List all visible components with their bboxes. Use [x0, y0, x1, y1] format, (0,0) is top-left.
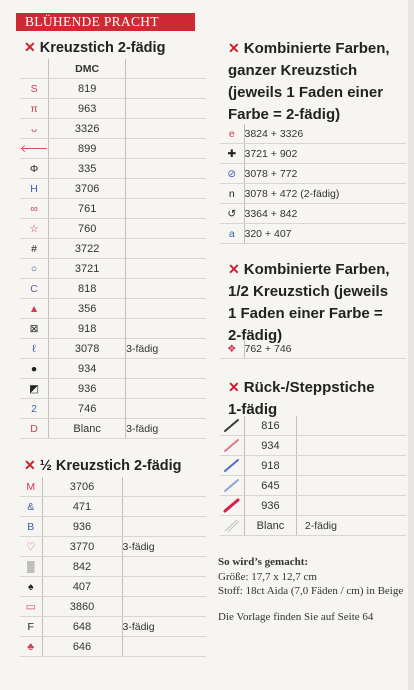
strand-note: [126, 379, 206, 399]
backstitch-table: [220, 416, 406, 536]
kreuzstich-heading: [24, 37, 165, 58]
stitch-symbol: D: [20, 419, 49, 439]
dmc-number: Blanc: [245, 516, 297, 536]
halfstitch-title: ½ Kreuzstich 2-fädig: [39, 458, 182, 474]
dmc-number: 407: [42, 577, 122, 597]
table-row: [20, 259, 206, 279]
color-combination: 762 + 746: [244, 339, 406, 359]
stitch-symbol: ●: [20, 359, 49, 379]
strand-note: [126, 199, 206, 219]
dmc-number: 842: [42, 557, 122, 577]
table-row: [220, 124, 406, 144]
strand-note: [126, 159, 206, 179]
dmc-number: 3326: [49, 119, 126, 139]
dmc-number: 3706: [42, 477, 122, 497]
stitch-symbol: H: [20, 179, 49, 199]
table-row: [20, 477, 206, 497]
color-combination: 3721 + 902: [244, 144, 406, 164]
stitch-symbol: ↺: [220, 204, 244, 224]
stitch-symbol: 2: [20, 399, 49, 419]
table-row: [220, 339, 406, 359]
backstitch-line-icon: [220, 416, 245, 436]
backstitch-heading: [228, 376, 406, 421]
stitch-symbol: n: [220, 184, 244, 204]
dmc-number: 936: [42, 517, 122, 537]
table-row: [20, 99, 206, 119]
dmc-number: 963: [49, 99, 126, 119]
cross-stitch-icon: ✕: [228, 379, 240, 395]
strand-note: [296, 496, 406, 516]
strand-note: [126, 119, 206, 139]
cross-stitch-icon: ✕: [228, 261, 240, 277]
dmc-number: 899: [49, 139, 126, 159]
stitch-symbol: ☆: [20, 219, 49, 239]
table-row: [20, 79, 206, 99]
stitch-symbol: Φ: [20, 159, 49, 179]
kreuzstich-title: Kreuzstich 2-fädig: [39, 40, 166, 56]
table-row: [20, 239, 206, 259]
table-row: [20, 279, 206, 299]
dmc-number: 819: [49, 79, 126, 99]
dmc-number: Blanc: [49, 419, 126, 439]
strand-note: [126, 259, 206, 279]
color-combination: 3078 + 472 (2-fädig): [244, 184, 406, 204]
stitch-symbol: #: [20, 239, 49, 259]
strand-note: [122, 517, 206, 537]
stitch-symbol: M: [20, 477, 42, 497]
stitch-symbol: 🡐: [20, 139, 49, 159]
strand-note: [122, 577, 206, 597]
table-row: [20, 299, 206, 319]
combined-full-title-line-1: Kombinierte Farben,: [243, 40, 390, 57]
pattern-page-reference: Die Vorlage finden Sie auf Seite 64: [218, 611, 374, 623]
strand-note: 2-fädig: [296, 516, 406, 536]
strand-note: [122, 637, 206, 657]
dmc-number: 918: [49, 319, 126, 339]
table-row: [20, 597, 206, 617]
backstitch-line-icon: [220, 476, 245, 496]
table-row: [220, 416, 406, 436]
table-row: [220, 436, 406, 456]
table-row: [20, 537, 206, 557]
strand-note: 3-fädig: [126, 339, 206, 359]
section-banner: BLÜHENDE PRACHT: [16, 13, 195, 31]
finished-size: Größe: 17,7 x 12,7 cm: [218, 571, 317, 583]
dmc-number: 471: [42, 497, 122, 517]
stitch-symbol: B: [20, 517, 42, 537]
strand-note: [296, 416, 406, 436]
color-combination: 3078 + 772: [244, 164, 406, 184]
backstitch-line-icon: [220, 456, 245, 476]
instructions-title: So wird’s gemacht:: [218, 556, 309, 568]
dmc-number: 3706: [49, 179, 126, 199]
stitch-symbol: ✚: [220, 144, 244, 164]
color-combination: 3824 + 3326: [244, 124, 406, 144]
dmc-number: 335: [49, 159, 126, 179]
combined-full-title-line-2: ganzer Kreuzstich: [228, 62, 358, 79]
strand-note: [126, 179, 206, 199]
table-row: [20, 617, 206, 637]
stitch-symbol: C: [20, 279, 49, 299]
dmc-column-header: DMC: [49, 59, 126, 79]
table-row: [220, 144, 406, 164]
fabric-info: Stoff: 18ct Aida (7,0 Fäden / cm) in Beige: [218, 585, 404, 597]
backstitch-line-icon: [220, 496, 245, 516]
strand-note: [296, 476, 406, 496]
stitch-symbol: π: [20, 99, 49, 119]
combined-full-title-line-3: (jeweils 1 Faden einer: [228, 84, 384, 101]
table-row: [20, 219, 206, 239]
dmc-number: 936: [245, 496, 297, 516]
stitch-symbol: ▒: [20, 557, 42, 577]
table-row: [20, 419, 206, 439]
combined-half-title-line-3: 1 Faden einer Farbe =: [228, 305, 383, 322]
table-row: [20, 119, 206, 139]
dmc-number: 760: [49, 219, 126, 239]
strand-note: [296, 456, 406, 476]
dmc-number: 3722: [49, 239, 126, 259]
dmc-number: 3770: [42, 537, 122, 557]
dmc-number: 934: [49, 359, 126, 379]
table-row: [220, 224, 406, 244]
backstitch-line-icon: [220, 436, 245, 456]
dmc-number: 918: [245, 456, 297, 476]
stitch-symbol: ○: [20, 259, 49, 279]
stitch-symbol: ∞: [20, 199, 49, 219]
stitch-symbol: S: [20, 79, 49, 99]
strand-note: [122, 477, 206, 497]
strand-note: [126, 319, 206, 339]
strand-note: [122, 557, 206, 577]
color-combination: 3364 + 842: [244, 204, 406, 224]
table-row: [220, 456, 406, 476]
table-row: [20, 179, 206, 199]
kreuzstich-table: [20, 59, 206, 439]
dmc-number: 818: [49, 279, 126, 299]
stitch-symbol: e: [220, 124, 244, 144]
cross-stitch-icon: ✕: [24, 457, 36, 473]
strand-note: [126, 139, 206, 159]
halfstitch-table: [20, 477, 206, 657]
table-row: [20, 199, 206, 219]
stitch-symbol: ᴗ: [20, 119, 49, 139]
strand-note: [126, 219, 206, 239]
combined-full-title-line-4: Farbe = 2-fädig): [228, 106, 341, 123]
table-row: [20, 319, 206, 339]
table-row: [220, 184, 406, 204]
table-row: [220, 516, 406, 536]
table-row: [20, 359, 206, 379]
strand-note: [126, 239, 206, 259]
combined-full-heading: [228, 37, 404, 126]
dmc-number: 761: [49, 199, 126, 219]
combined-half-title-line-2: 1/2 Kreuzstich (jeweils: [228, 283, 389, 300]
table-row: [20, 139, 206, 159]
stitch-symbol: ▲: [20, 299, 49, 319]
table-row: [20, 577, 206, 597]
combined-half-title-line-1: Kombinierte Farben,: [243, 261, 390, 278]
combined-half-heading: [228, 258, 406, 347]
backstitch-title-line-1: Rück-/Steppstiche: [243, 379, 375, 396]
table-row: [20, 379, 206, 399]
strand-note: [126, 299, 206, 319]
table-row: [20, 399, 206, 419]
dmc-number: 3721: [49, 259, 126, 279]
stitch-symbol: ▭: [20, 597, 42, 617]
strand-note: [126, 279, 206, 299]
dmc-number: 3078: [49, 339, 126, 359]
stitch-symbol: ℓ: [20, 339, 49, 359]
dmc-number: 356: [49, 299, 126, 319]
cross-stitch-icon: ✕: [24, 39, 36, 55]
strand-note: [122, 497, 206, 517]
strand-note: [296, 436, 406, 456]
backstitch-line-icon: [220, 516, 245, 536]
dmc-number: 936: [49, 379, 126, 399]
dmc-number: 746: [49, 399, 126, 419]
stitch-symbol: ◩: [20, 379, 49, 399]
stitch-symbol: a: [220, 224, 244, 244]
stitch-symbol: F: [20, 617, 42, 637]
stitch-symbol: ♡: [20, 537, 42, 557]
table-row: [220, 496, 406, 516]
strand-note: [126, 359, 206, 379]
table-row: [20, 637, 206, 657]
table-row: [20, 517, 206, 537]
combined-half-title-line-4: 2-fädig): [228, 327, 283, 344]
table-row: [220, 476, 406, 496]
halfstitch-heading: [24, 455, 182, 476]
dmc-number: 646: [42, 637, 122, 657]
strand-note: 3-fädig: [126, 419, 206, 439]
strand-note: 3-fädig: [122, 617, 206, 637]
dmc-number: 648: [42, 617, 122, 637]
strand-note: [126, 99, 206, 119]
dmc-number: 934: [245, 436, 297, 456]
table-row: [220, 164, 406, 184]
table-row: [20, 339, 206, 359]
table-row: [20, 159, 206, 179]
combined-full-table: [220, 124, 406, 244]
backstitch-title-line-2: 1-fädig: [228, 401, 278, 418]
color-combination: 320 + 407: [244, 224, 406, 244]
strand-note: [126, 79, 206, 99]
cross-stitch-icon: ✕: [228, 40, 240, 56]
table-row: [20, 497, 206, 517]
dmc-number: 3860: [42, 597, 122, 617]
instructions-block: [218, 555, 404, 624]
combined-half-table: [220, 339, 406, 359]
strand-note: [122, 597, 206, 617]
stitch-symbol: ❖: [220, 339, 244, 359]
dmc-number: 816: [245, 416, 297, 436]
stitch-symbol: ⊘: [220, 164, 244, 184]
table-row: [20, 557, 206, 577]
strand-note: [126, 399, 206, 419]
stitch-symbol: &: [20, 497, 42, 517]
stitch-symbol: ♠: [20, 577, 42, 597]
dmc-number: 645: [245, 476, 297, 496]
stitch-symbol: ♣: [20, 637, 42, 657]
table-row: [220, 204, 406, 224]
stitch-symbol: ⊠: [20, 319, 49, 339]
strand-note: 3-fädig: [122, 537, 206, 557]
